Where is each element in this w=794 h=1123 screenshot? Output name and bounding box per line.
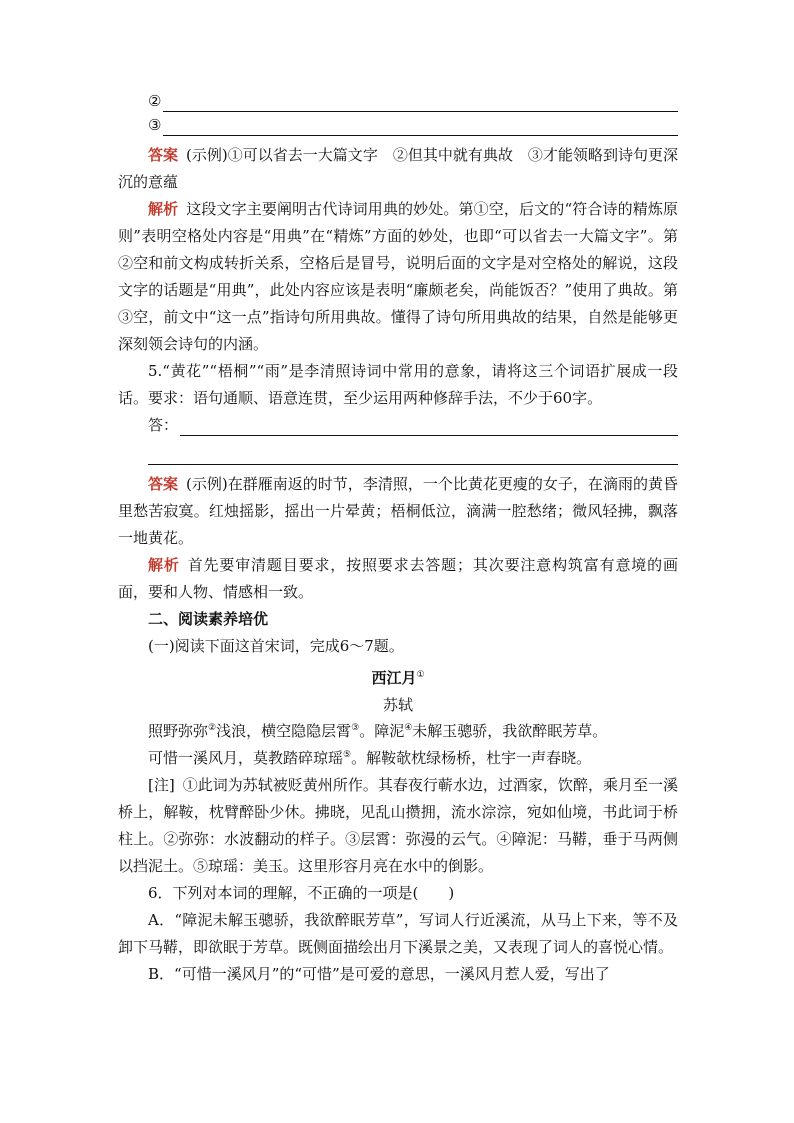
q4-analysis [118,196,678,358]
q4-answer [118,142,678,196]
q5-answer-line[interactable] [118,412,678,436]
poem-title [118,666,678,690]
q6-question: 6．下列对本词的理解，不正确的一项是( ) [148,884,455,902]
analysis-label: 解析 [148,556,180,574]
q5-analysis [118,552,678,606]
page-content [118,88,678,988]
poem-text: 可惜一溪风月，莫教踏碎琼瑶 [148,749,344,767]
section-heading: 二、阅读素养培优 [148,610,269,628]
blank-line[interactable] [163,118,678,136]
q5-answer-line-2[interactable] [148,436,678,465]
poem-text: 浅浪，横空隐隐层霄 [216,722,352,740]
poem-text: 。障泥 [359,722,405,740]
blank-line[interactable] [163,94,678,112]
q5-answer [118,471,678,552]
note-ref: ⑤ [343,750,352,760]
poem-notes [118,772,678,880]
answer-label: 答案 [148,146,179,164]
q5-question: 5.“黄花”“梧桐”“雨”是李清照诗词中常用的意象，请将这三个词语扩展成一段话。要求：语句通顺、语意连贯，至少运用两种修辞手法，不少于60字。 [118,362,678,407]
poem-line-1 [118,718,678,745]
note-ref: ④ [404,723,413,733]
poem-text: 未解玉骢骄，我欲醉眠芳草。 [412,722,608,740]
blank-marker: ③ [148,116,162,134]
note-ref: ③ [351,723,360,733]
notes-text: ①此词为苏轼被贬黄州所作。其春夜行蕲水边，过酒家，饮醉，乘月至一溪桥上，解鞍，枕臂醉卧少休。拂晓，见乱山攒拥，流水淙淙，宛如仙境，书此词于桥柱上。②弥弥：水波翻动的样子。③层霄：弥漫的云气。④障泥：马鞯，垂于马两侧以挡泥土。⑤琼瑶：美玉。这里形容月亮在水中的倒影。 [118,776,678,875]
poem-text: 照野弥弥 [148,722,209,740]
analysis-label: 解析 [148,200,179,218]
poem-author: 苏轼 [382,696,413,714]
poem-text: 。解鞍欹枕绿杨桥，杜宇一声春晓。 [351,749,592,767]
q6-option-b: B．“可惜一溪风月”的“可惜”是可爱的意思，一溪风月惹人爱，写出了 [148,965,610,983]
analysis-text: 这段文字主要阐明古代诗词用典的妙处。第①空，后文的“符合诗的精炼原则”表明空格处内容是“用典”在“精炼”方面的妙处，也即“可以省去一大篇文字”。第②空和前文构成转折关系，空格后是冒号，说明后面的文字是对空格处的解说，这段文字的话题是“用典”，此处内容应该是表明“廉颇老矣，尚能饭否？”使用了典故。第③空，前文中“这一点”指诗句所用典故。懂得了诗句所用典故的结果，自然是能够更深刻领会诗句的内涵。 [118,200,678,353]
answer-prompt: 答： [148,416,179,434]
poem-title-text: 西江月 [371,669,417,687]
notes-label: [注] [148,776,175,794]
answer-label: 答案 [148,475,179,493]
section-intro: (一)阅读下面这首宋词，完成6～7题。 [148,637,404,655]
analysis-text: 首先要审清题目要求，按照要求去答题；其次要注意构筑富有意境的画面，要和人物、情感相一致。 [118,556,678,601]
answer-blank-2[interactable] [118,88,678,112]
q6-option-a: A．“障泥未解玉骢骄，我欲醉眠芳草”，写词人行近溪流，从马上下来，等不及卸下马鞯，即欲眠于芳草。既侧面描绘出月下溪景之美，又表现了词人的喜悦心情。 [118,911,678,956]
note-ref: ② [208,723,217,733]
poem-line-2 [118,745,678,772]
answer-blank-3[interactable] [118,112,678,136]
answer-text: (示例)①可以省去一大篇文字 ②但其中就有典故 ③才能领略到诗句更深沉的意蕴 [118,146,678,191]
blank-line[interactable] [180,418,678,436]
answer-text: (示例)在群雁南返的时节，李清照，一个比黄花更瘦的女子，在滴雨的黄昏里愁苦寂寞。红烛摇影，摇出一片晕黄；梧桐低泣，滴满一腔愁绪；微风轻拂，飘落一地黄花。 [118,475,678,547]
blank-marker: ② [148,92,162,110]
poem-title-note: ① [416,670,425,680]
